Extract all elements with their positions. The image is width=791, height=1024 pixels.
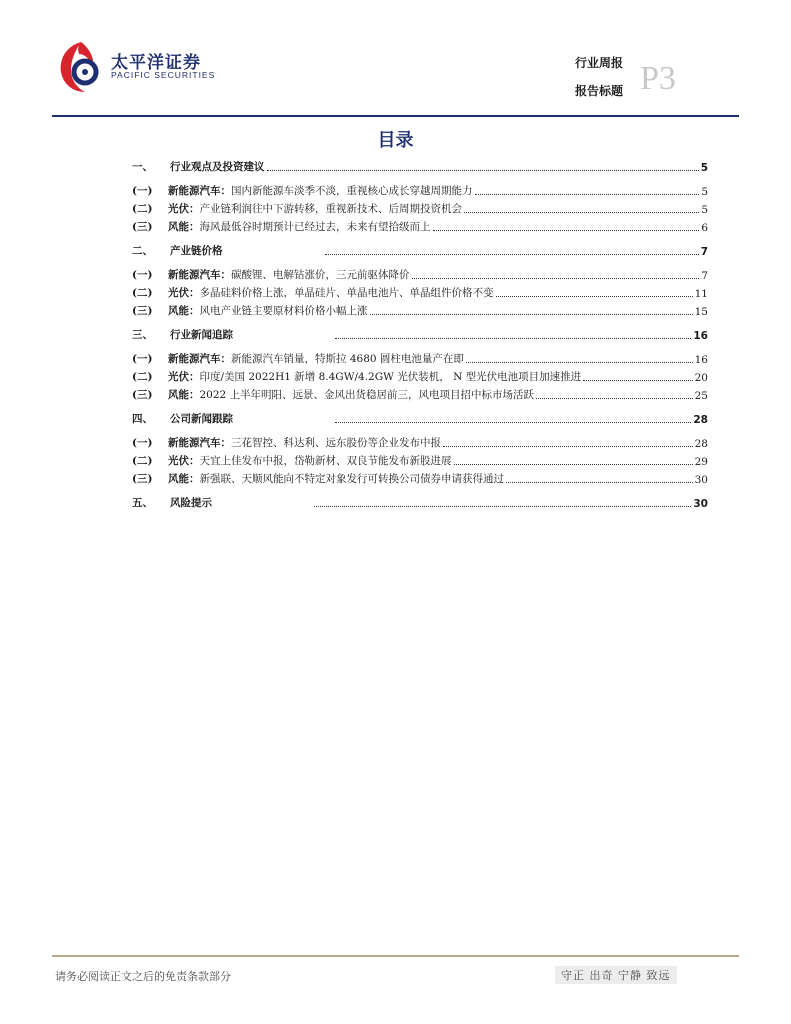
company-logo xyxy=(55,38,215,98)
toc-leader xyxy=(506,482,693,483)
toc-category: 光伏： xyxy=(168,455,200,467)
toc-page: 25 xyxy=(694,390,708,402)
toc-number: (三) xyxy=(132,389,153,401)
toc-page: 29 xyxy=(694,456,708,468)
toc-page: 7 xyxy=(700,246,708,258)
toc-category: 风能： xyxy=(168,389,200,401)
toc-number: 二、 xyxy=(132,245,153,257)
toc-number: (一) xyxy=(132,185,153,197)
toc-number: (二) xyxy=(132,371,153,383)
toc-number: (三) xyxy=(132,473,153,485)
toc-number: (一) xyxy=(132,437,153,449)
toc-leader xyxy=(314,506,691,507)
toc-page: 15 xyxy=(694,306,708,318)
toc-number: 三、 xyxy=(132,329,153,341)
toc-page: 30 xyxy=(694,474,708,486)
toc-subsection-1-1[interactable] xyxy=(132,182,708,198)
toc-text: 行业新闻追踪 xyxy=(170,329,233,341)
footer-divider xyxy=(52,955,739,957)
toc-leader xyxy=(370,314,693,315)
toc-text: 三花智控、科达利、远东股份等企业发布中报 xyxy=(231,437,441,449)
toc-leader xyxy=(335,338,691,339)
toc-subsection-2-2[interactable] xyxy=(132,284,708,300)
toc-text: 海风最低谷时期预计已经过去，未来有望拾级而上 xyxy=(199,221,431,233)
page-number-mark: P3 xyxy=(640,60,676,97)
toc-page: 7 xyxy=(701,270,708,282)
toc-page: 20 xyxy=(694,372,708,384)
toc-number: (三) xyxy=(132,305,153,317)
toc-category: 新能源汽车： xyxy=(168,185,231,197)
toc-text: 风电产业链主要原材料价格小幅上涨 xyxy=(199,305,368,317)
toc-text: 产业链利润往中下游转移，重视新技术、后周期投资机会 xyxy=(199,203,462,215)
logo-chinese-name: 太平洋证券 xyxy=(111,53,201,73)
toc-category: 风能： xyxy=(168,305,200,317)
toc-leader xyxy=(466,362,693,363)
toc-text: 公司新闻跟踪 xyxy=(170,413,233,425)
toc-leader xyxy=(335,422,691,423)
toc-page: 5 xyxy=(700,162,708,174)
toc-text: 2022 上半年明阳、远景、金风出货稳居前三，风电项目招中标市场活跃 xyxy=(199,389,535,401)
toc-number: 一、 xyxy=(132,161,153,173)
toc-number: (三) xyxy=(132,221,153,233)
toc-subsection-3-1[interactable] xyxy=(132,350,708,366)
toc-leader xyxy=(443,446,693,447)
toc-leader xyxy=(496,296,693,297)
toc-leader xyxy=(475,194,700,195)
toc-text: 行业观点及投资建议 xyxy=(170,161,265,173)
toc-leader xyxy=(267,170,699,171)
footer-disclaimer: 请务必阅读正文之后的免责条款部分 xyxy=(55,970,231,983)
toc-subsection-2-3[interactable] xyxy=(132,302,708,318)
toc-text: 产业链价格 xyxy=(170,245,223,257)
toc-text: 天宜上佳发布中报，岱勒新材、双良节能发布新股进展 xyxy=(199,455,452,467)
toc-leader xyxy=(583,380,693,381)
toc-subsection-4-3[interactable] xyxy=(132,470,708,486)
toc-section-2[interactable] xyxy=(132,242,708,258)
toc-subsection-2-1[interactable] xyxy=(132,266,708,282)
toc-number: (一) xyxy=(132,353,153,365)
toc-text: 碳酸锂、电解钴涨价，三元前驱体降价 xyxy=(231,269,410,281)
toc-leader xyxy=(412,278,700,279)
toc-leader xyxy=(433,230,700,231)
toc-category: 新能源汽车： xyxy=(168,353,231,365)
toc-leader xyxy=(454,464,693,465)
header-divider xyxy=(52,115,739,117)
toc-page: 5 xyxy=(701,186,708,198)
toc-subsection-1-3[interactable] xyxy=(132,218,708,234)
toc-subsection-3-3[interactable] xyxy=(132,386,708,402)
toc-category: 光伏： xyxy=(168,203,200,215)
toc-page: 11 xyxy=(694,288,708,300)
toc-page: 16 xyxy=(693,330,708,342)
toc-page: 16 xyxy=(694,354,708,366)
toc-section-4[interactable] xyxy=(132,410,708,426)
report-type: 行业周报 xyxy=(575,56,624,70)
toc-number: (二) xyxy=(132,203,153,215)
toc-category: 光伏： xyxy=(168,287,200,299)
footer-motto: 守正 出奇 宁静 致远 xyxy=(555,966,677,984)
logo-english-name: PACIFIC SECURITIES xyxy=(111,70,216,80)
toc-page: 30 xyxy=(693,498,708,510)
toc-text: 风险提示 xyxy=(170,497,212,509)
toc-leader xyxy=(536,398,693,399)
toc-number: 五、 xyxy=(132,497,153,509)
toc-page: 5 xyxy=(701,204,708,216)
toc-section-3[interactable] xyxy=(132,326,708,342)
report-title-label: 报告标题 xyxy=(575,84,624,98)
toc-page: 6 xyxy=(701,222,708,234)
toc-number: 四、 xyxy=(132,413,153,425)
toc-number: (二) xyxy=(132,455,153,467)
pacific-securities-logo-icon xyxy=(55,38,107,94)
toc-text: 新能源汽车销量，特斯拉 4680 圆柱电池量产在即 xyxy=(231,353,464,365)
toc-subsection-3-2[interactable] xyxy=(132,368,708,384)
toc-subsection-4-1[interactable] xyxy=(132,434,708,450)
toc-subsection-1-2[interactable] xyxy=(132,200,708,216)
toc-category: 新能源汽车： xyxy=(168,437,231,449)
toc-category: 风能： xyxy=(168,473,200,485)
toc-subsection-4-2[interactable] xyxy=(132,452,708,468)
toc-page: 28 xyxy=(693,414,708,426)
toc-number: (二) xyxy=(132,287,153,299)
toc-text: 国内新能源车淡季不淡，重视核心成长穿越周期能力 xyxy=(231,185,473,197)
toc-leader xyxy=(464,212,699,213)
toc-section-1[interactable] xyxy=(132,158,708,174)
toc-category: 新能源汽车： xyxy=(168,269,231,281)
toc-category: 光伏： xyxy=(168,371,200,383)
toc-category: 风能： xyxy=(168,221,200,233)
toc-text: 多晶硅料价格上涨，单晶硅片、单晶电池片、单晶组件价格不变 xyxy=(199,287,494,299)
toc-number: (一) xyxy=(132,269,153,281)
toc-text: 印度/美国 2022H1 新增 8.4GW/4.2GW 光伏装机， N 型光伏电池项目加速推进 xyxy=(199,371,582,383)
toc-text: 新强联、天顺风能向不特定对象发行可转换公司债券申请获得通过 xyxy=(199,473,504,485)
toc-title: 目录 xyxy=(377,130,414,151)
toc-leader xyxy=(325,254,699,255)
toc-section-5[interactable] xyxy=(132,494,708,510)
toc-page: 28 xyxy=(694,438,708,450)
